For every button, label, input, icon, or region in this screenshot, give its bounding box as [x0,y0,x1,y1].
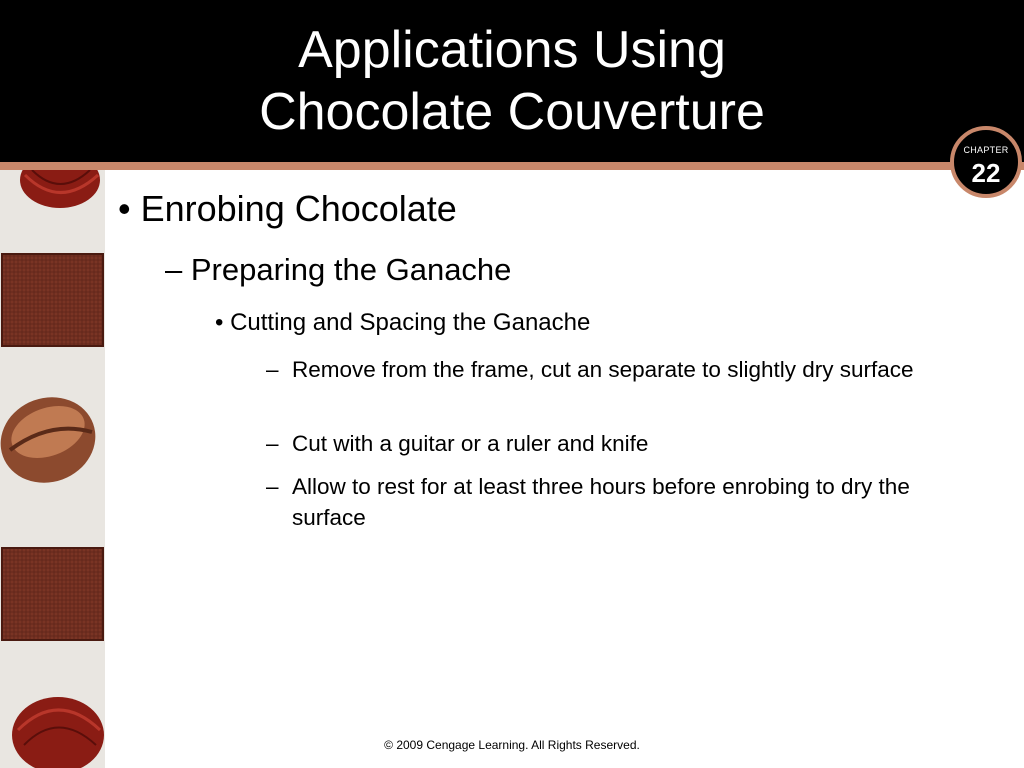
chocolate-pieces-image [0,170,105,768]
bullet-level-1: • Enrobing Chocolate [118,188,457,229]
chapter-label: CHAPTER [963,145,1009,155]
bullet-level-3: • Cutting and Spacing the Ganache [215,309,591,336]
title-line-1: Applications Using [298,21,726,79]
chapter-number: 22 [971,158,1001,188]
slide-title [0,19,1024,143]
bullet-enrobing-chocolate: Enrobing Chocolate [140,188,457,229]
sub-bullet-text: Cut with a guitar or a ruler and knife [292,431,649,456]
copyright-footer: © 2009 Cengage Learning. All Rights Reserved. [384,738,640,752]
bullet-level-2: – Preparing the Ganache [165,252,512,287]
title-bar [0,0,1024,162]
chapter-badge [950,126,1022,198]
sub-bullet-1: – Remove from the frame, cut an separate to slightly dry surface [266,354,966,385]
sub-bullet-3: – Allow to rest for at least three hours before enrobing to dry the surface [266,471,966,533]
sub-bullet-text: Allow to rest for at least three hours before enrobing to dry the surface [292,474,910,530]
bullet-preparing-ganache: Preparing the Ganache [190,252,512,287]
title-line-2: Chocolate Couverture [259,83,765,141]
accent-rule [0,162,1024,170]
sub-bullet-text: Remove from the frame, cut an separate to slightly dry surface [292,357,914,382]
chocolate-image-strip [0,170,105,768]
bullet-cutting-spacing: Cutting and Spacing the Ganache [230,309,591,336]
sub-bullet-2: – Cut with a guitar or a ruler and knife [266,428,966,459]
